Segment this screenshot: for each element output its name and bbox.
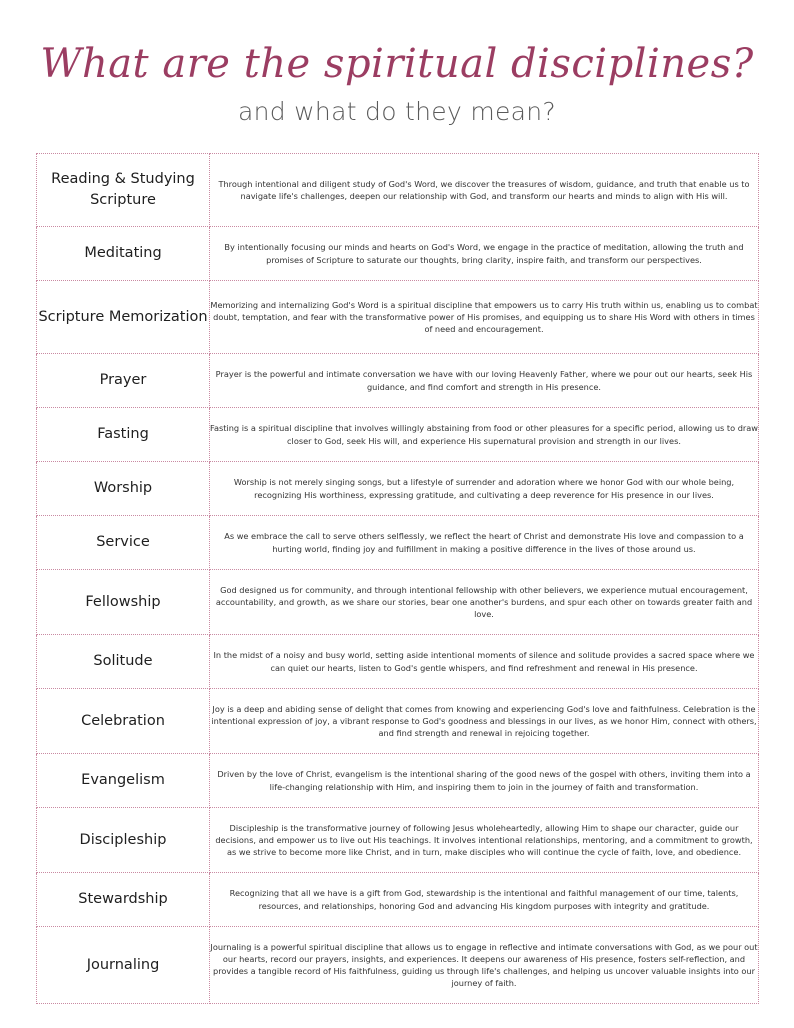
table-row bbox=[37, 154, 759, 227]
table-row bbox=[37, 354, 759, 408]
discipline-description: Discipleship is the transformative journey of following Jesus wholeheartedly, allowing Him to shape our character, guide our decisions, and empower us to live out His teachings. It involves intentional relationships, mentoring, and a commitment to growth, as we strive to become more like Christ, and in turn, make disciples who will continue the cycle of faith, love, and obedience. bbox=[210, 808, 759, 873]
discipline-description: God designed us for community, and through intentional fellowship with other believers, we experience mutual encouragement, accountability, and growth, as we share our stories, bear one another's burdens, and spur each other on towards greater faith and love. bbox=[210, 570, 759, 635]
discipline-name: Prayer bbox=[37, 354, 210, 408]
table-row bbox=[37, 408, 759, 462]
table-row bbox=[37, 754, 759, 808]
discipline-description: Worship is not merely singing songs, but a lifestyle of surrender and adoration where we honor God with our whole being, recognizing His worthiness, expressing gratitude, and cultivating a deep reverence for His presence in our lives. bbox=[210, 462, 759, 516]
discipline-description: In the midst of a noisy and busy world, setting aside intentional moments of silence and solitude provides a sacred space where we can quiet our hearts, listen to God's gentle whispers, and find refreshment and renewal in His presence. bbox=[210, 635, 759, 689]
disciplines-table bbox=[36, 153, 759, 1004]
discipline-description: Prayer is the powerful and intimate conversation we have with our loving Heavenly Father, where we pour out our hearts, seek His guidance, and find comfort and strength in His presence. bbox=[210, 354, 759, 408]
discipline-name: Celebration bbox=[37, 689, 210, 754]
discipline-name: Fellowship bbox=[37, 570, 210, 635]
discipline-name: Journaling bbox=[37, 927, 210, 1004]
table-row bbox=[37, 462, 759, 516]
discipline-description: As we embrace the call to serve others selflessly, we reflect the heart of Christ and demonstrate His love and compassion to a hurting world, finding joy and fulfillment in making a positive difference in the lives of those around us. bbox=[210, 516, 759, 570]
table-row bbox=[37, 635, 759, 689]
discipline-description: Joy is a deep and abiding sense of delight that comes from knowing and experiencing God's love and faithfulness. Celebration is the intentional expression of joy, a vibrant response to God's goodness and blessings in our lives, as we honor Him, connect with others, and find strength and renewal in rejoicing together. bbox=[210, 689, 759, 754]
discipline-description: Driven by the love of Christ, evangelism is the intentional sharing of the good news of the gospel with others, inviting them into a life-changing relationship with Him, and inspiring them to join in the journey of faith and transformation. bbox=[210, 754, 759, 808]
discipline-name: Scripture Memorization bbox=[37, 281, 210, 354]
discipline-name: Solitude bbox=[37, 635, 210, 689]
page-title: What are the spiritual disciplines? bbox=[40, 41, 754, 87]
discipline-description: Journaling is a powerful spiritual discipline that allows us to engage in reflective and intimate conversations with God, as we pour out our hearts, record our prayers, insights, and experiences. It deepens our awareness of His presence, fosters self-reflection, and provides a tangible record of His faithfulness, guiding us through life's challenges, and helping us uncover valuable insights into our journey of faith. bbox=[210, 927, 759, 1004]
discipline-description: Recognizing that all we have is a gift from God, stewardship is the intentional and faithful management of our time, talents, resources, and relationships, honoring God and advancing His kingdom purposes with integrity and gratitude. bbox=[210, 873, 759, 927]
discipline-description: Through intentional and diligent study of God's Word, we discover the treasures of wisdom, guidance, and truth that enable us to navigate life's challenges, deepen our relationship with God, and transform our hearts and minds to align with His will. bbox=[210, 154, 759, 227]
table-row bbox=[37, 516, 759, 570]
table-row bbox=[37, 570, 759, 635]
discipline-name: Reading & Studying Scripture bbox=[37, 154, 210, 227]
table-row bbox=[37, 873, 759, 927]
discipline-name: Worship bbox=[37, 462, 210, 516]
table-row bbox=[37, 227, 759, 281]
discipline-description: By intentionally focusing our minds and hearts on God's Word, we engage in the practice of meditation, allowing the truth and promises of Scripture to saturate our thoughts, bring clarity, inspire faith, and transform our perspectives. bbox=[210, 227, 759, 281]
table-row bbox=[37, 808, 759, 873]
page-subtitle: and what do they mean? bbox=[238, 97, 556, 126]
discipline-name: Meditating bbox=[37, 227, 210, 281]
table-row bbox=[37, 689, 759, 754]
table-row bbox=[37, 927, 759, 1004]
discipline-name: Stewardship bbox=[37, 873, 210, 927]
discipline-name: Fasting bbox=[37, 408, 210, 462]
discipline-name: Discipleship bbox=[37, 808, 210, 873]
discipline-description: Memorizing and internalizing God's Word is a spiritual discipline that empowers us to carry His truth within us, enabling us to combat doubt, temptation, and fear with the transformative power of His promises, and equipping us to share His Word with others in times of need and encouragement. bbox=[210, 281, 759, 354]
discipline-description: Fasting is a spiritual discipline that involves willingly abstaining from food or other pleasures for a specific period, allowing us to draw closer to God, seek His will, and experience His supernatural provision and strength in our lives. bbox=[210, 408, 759, 462]
table-row bbox=[37, 281, 759, 354]
discipline-name: Service bbox=[37, 516, 210, 570]
discipline-name: Evangelism bbox=[37, 754, 210, 808]
